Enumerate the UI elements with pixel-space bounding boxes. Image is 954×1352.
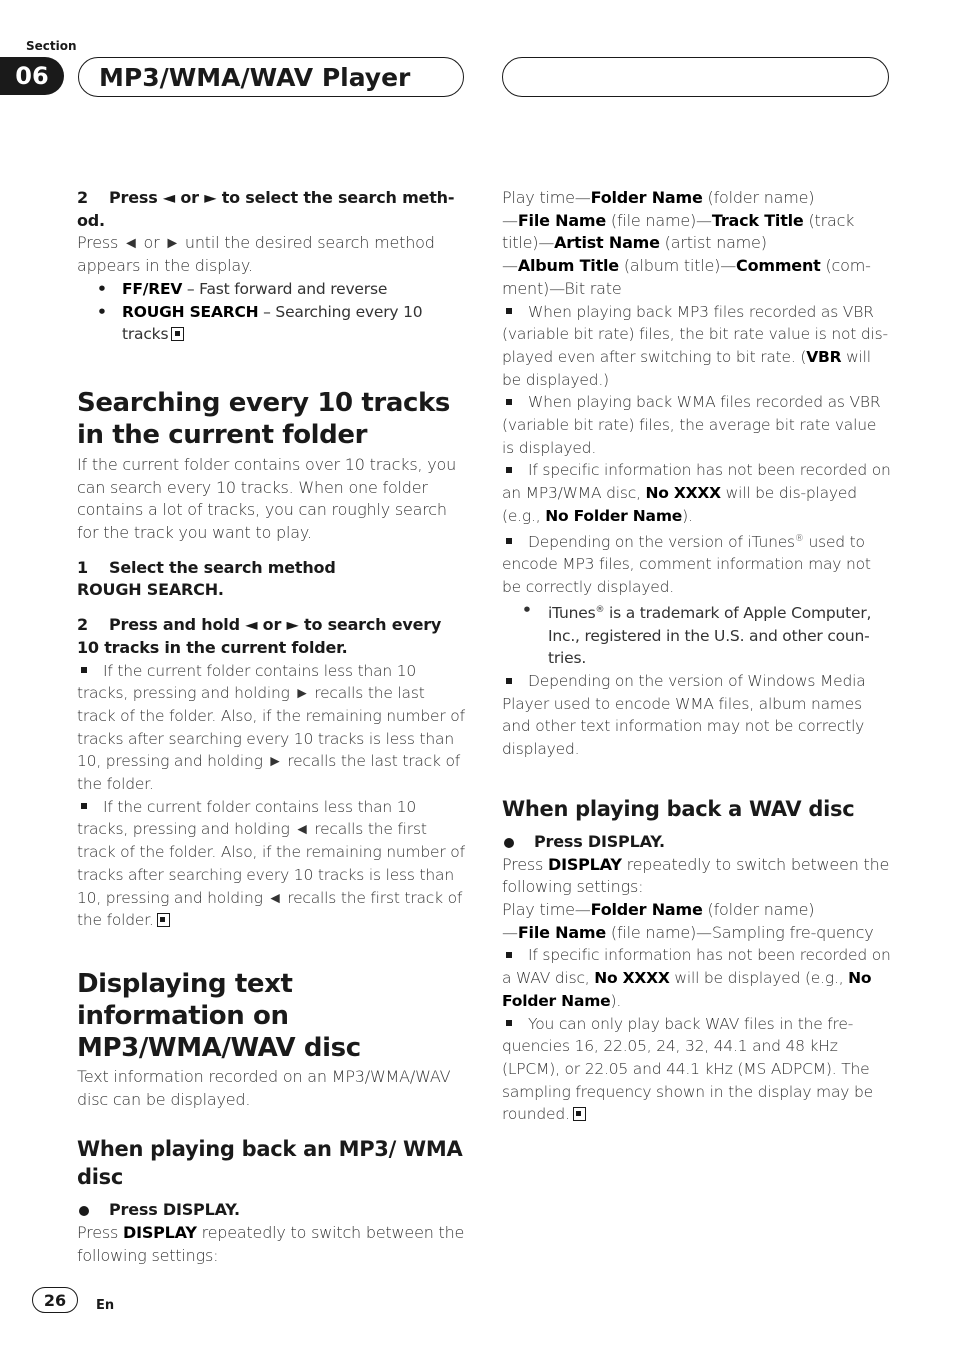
square-bullet-icon <box>506 678 512 684</box>
header-right-box <box>502 57 889 97</box>
heading-search-10: Searching every 10 tracks in the current folder <box>77 387 450 450</box>
left-column <box>77 187 467 1268</box>
step-desc: Press ◄ or ► until the desired search method appears in the display. <box>77 233 435 276</box>
square-bullet-icon <box>506 952 512 958</box>
bullet-ffrev: • FF/REV – Fast forward and reverse <box>77 278 467 301</box>
square-bullet-icon <box>81 667 87 673</box>
end-mark-icon <box>573 1107 586 1121</box>
note-wma-vbr: When playing back WMA files recorded as VBR (variable bit rate) files, the average bit rate value is displayed. <box>502 393 881 457</box>
end-mark-icon <box>171 327 184 341</box>
heading-display-text: Displaying text information on MP3/WMA/WAV disc <box>77 968 361 1063</box>
right-column <box>502 187 892 1126</box>
section-label: Section <box>26 39 77 53</box>
language-code: En <box>96 1298 115 1313</box>
square-bullet-icon <box>506 308 512 314</box>
step-rough-search: 1 Select the search method ROUGH SEARCH. <box>77 557 336 600</box>
note-wmp: Depending on the version of Windows Media Player used to encode WMA files, album names and other text information may not be correctly displayed. <box>502 672 866 759</box>
square-bullet-icon <box>506 1020 512 1026</box>
page-number: 26 <box>32 1287 78 1313</box>
heading-mp3-wma: When playing back an MP3/ WMA disc <box>77 1137 463 1190</box>
step-press-display-wav: Press DISPLAY. <box>502 831 892 854</box>
bullet-rough-search: • ROUGH SEARCH – Searching every 10 tracks <box>77 301 467 346</box>
note-first-track: If the current folder contains less than 10 tracks, pressing and holding ◄ recalls the first track of the folder. Also, if the remaining number of tracks after searching every 10 tracks is less than 10, pressing and holding ◄ recalls the first track of the folder. <box>77 797 465 930</box>
section-title: MP3/WMA/WAV Player <box>78 57 464 97</box>
note-mp3-vbr: When playing back MP3 files recorded as VBR (variable bit rate) files, the bit rate value is not dis-played even after switching to bit rate. (VBR will be displayed.) <box>502 302 888 389</box>
step-select-method: 2 Press ◄ or ► to select the search meth-od. <box>77 188 455 230</box>
wav-settings-list: Play time—Folder Name (folder name) —File Name (file name)—Sampling fre-quency <box>502 900 874 942</box>
note-wav-no-info: If specific information has not been recorded on a WAV disc, No XXXX will be displayed (e.g., No Folder Name). <box>502 946 891 1010</box>
square-bullet-icon <box>506 399 512 405</box>
press-display-desc: Press DISPLAY repeatedly to switch between the following settings: <box>77 1223 465 1265</box>
note-wav-frequency: You can only play back WAV files in the fre-quencies 16, 22.05, 24, 32, 44.1 and 48 kHz (LPCM), or 22.05 and 44.1 kHz (MS ADPCM). The sampling frequency shown in the display may be rounded. <box>502 1014 873 1124</box>
end-mark-icon <box>157 913 170 927</box>
bullet-itunes-trademark: • iTunes® is a trademark of Apple Computer, Inc., registered in the U.S. and other coun-tries. <box>502 599 892 670</box>
press-display-wav-desc: Press DISPLAY repeatedly to switch between the following settings: <box>502 854 890 897</box>
display-intro: Text information recorded on an MP3/WMA/WAV disc can be displayed. <box>77 1066 451 1109</box>
step-press-hold: 2 Press and hold ◄ or ► to search every 10 tracks in the current folder. <box>77 615 442 657</box>
square-bullet-icon <box>506 467 512 473</box>
section-number: 06 <box>0 57 64 95</box>
note-itunes: Depending on the version of iTunes® used to encode MP3 files, comment information may not be correctly displayed. <box>502 532 871 597</box>
square-bullet-icon <box>506 538 512 544</box>
square-bullet-icon <box>81 803 87 809</box>
mp3-settings-list: Play time—Folder Name (folder name) —File Name (file name)—Track Title (track title)—Artist Name (artist name) —Album Title (album title)—Comment (com-ment)—Bit rate <box>502 188 871 298</box>
heading-wav: When playing back a WAV disc <box>502 796 855 821</box>
note-no-info: If specific information has not been recorded on an MP3/WMA disc, No XXXX will be dis-played (e.g., No Folder Name). <box>502 461 891 525</box>
search-intro: If the current folder contains over 10 tracks, you can search every 10 tracks. When one folder contains a lot of tracks, you can roughly search for the track you want to play. <box>77 454 457 543</box>
step-press-display: Press DISPLAY. <box>77 1199 467 1222</box>
note-last-track: If the current folder contains less than 10 tracks, pressing and holding ► recalls the last track of the folder. Also, if the remaining number of tracks after searching every 10 tracks is less than 10, pressing and holding ► recalls the last track of the folder. <box>77 661 465 794</box>
